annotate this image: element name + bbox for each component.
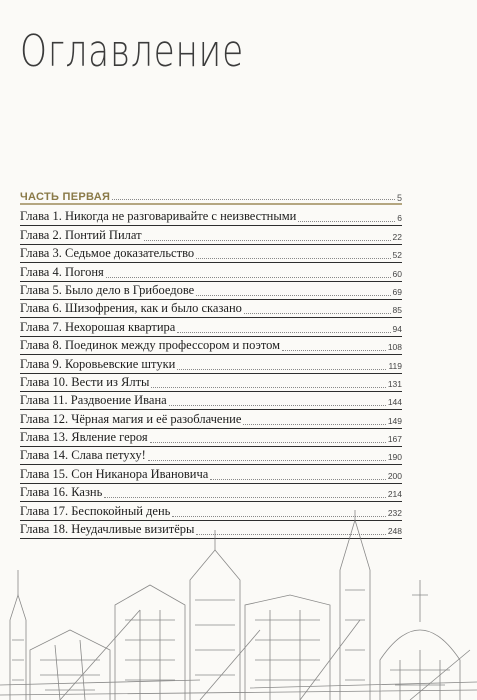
leader-dots bbox=[104, 497, 386, 498]
toc-row[interactable] bbox=[20, 318, 402, 336]
toc-row[interactable] bbox=[20, 282, 402, 300]
toc-chapter-page: 190 bbox=[387, 452, 402, 463]
toc-chapter-label: Глава 8. Поединок между профессором и поэтом bbox=[20, 338, 281, 353]
toc-section-label: ЧАСТЬ ПЕРВАЯ bbox=[20, 191, 111, 203]
toc-row[interactable] bbox=[20, 208, 402, 226]
toc-chapter-page: 200 bbox=[387, 470, 402, 481]
city-sketch-illustration bbox=[0, 507, 477, 700]
toc-row[interactable] bbox=[20, 392, 402, 410]
leader-dots bbox=[282, 350, 386, 351]
toc-row[interactable] bbox=[20, 429, 402, 447]
toc-chapter-page: 144 bbox=[387, 397, 402, 408]
leader-dots bbox=[106, 277, 391, 278]
leader-dots bbox=[298, 221, 395, 222]
toc-chapter-label: Глава 2. Понтий Пилат bbox=[20, 227, 142, 242]
toc-chapter-page: 214 bbox=[387, 489, 402, 500]
toc-chapter-label: Глава 3. Седьмое доказательство bbox=[20, 246, 195, 261]
toc-chapter-label: Глава 10. Вести из Ялты bbox=[20, 374, 150, 389]
toc-row[interactable] bbox=[20, 374, 402, 392]
leader-dots bbox=[177, 369, 386, 370]
toc-chapter-page: 248 bbox=[387, 526, 402, 537]
leader-dots bbox=[169, 405, 386, 406]
toc-row[interactable] bbox=[20, 226, 402, 244]
leader-dots bbox=[243, 424, 385, 425]
toc-chapter-label: Глава 16. Казнь bbox=[20, 485, 103, 500]
toc-chapter-label: Глава 4. Погоня bbox=[20, 264, 104, 279]
toc-chapter-label: Глава 11. Раздвоение Ивана bbox=[20, 393, 167, 408]
toc-chapter-page: 131 bbox=[387, 378, 402, 389]
toc-chapter-label: Глава 1. Никогда не разговаривайте с неизвестными bbox=[20, 209, 297, 224]
toc-chapter-page: 6 bbox=[397, 213, 402, 224]
toc-chapter-label: Глава 6. Шизофрения, как и было сказано bbox=[20, 301, 242, 316]
toc-chapter-label: Глава 7. Нехорошая квартира bbox=[20, 319, 176, 334]
toc-chapter-label: Глава 5. Было дело в Грибоедове bbox=[20, 282, 195, 297]
toc-chapter-page: 22 bbox=[392, 231, 402, 242]
toc-row[interactable] bbox=[20, 355, 402, 373]
leader-dots bbox=[177, 332, 390, 333]
toc-chapter-label: Глава 12. Чёрная магия и её разоблачение bbox=[20, 411, 242, 426]
toc-row[interactable] bbox=[20, 245, 402, 263]
toc-chapter-label: Глава 17. Беспокойный день bbox=[20, 503, 171, 518]
toc-row[interactable] bbox=[20, 300, 402, 318]
leader-dots bbox=[150, 442, 386, 443]
toc-chapter-page: 85 bbox=[392, 305, 402, 316]
toc-chapter-label: Глава 15. Сон Никанора Ивановича bbox=[20, 466, 209, 481]
toc-chapter-label: Глава 9. Коровьевские штуки bbox=[20, 356, 176, 371]
leader-dots bbox=[148, 460, 386, 461]
table-of-contents bbox=[20, 187, 402, 539]
toc-chapter-page: 52 bbox=[392, 250, 402, 261]
chapter-list bbox=[20, 208, 402, 539]
toc-row[interactable] bbox=[20, 263, 402, 281]
toc-chapter-page: 108 bbox=[387, 342, 402, 353]
toc-row[interactable] bbox=[20, 465, 402, 483]
toc-row[interactable] bbox=[20, 447, 402, 465]
toc-row[interactable] bbox=[20, 484, 402, 502]
leader-dots bbox=[244, 313, 391, 314]
toc-chapter-page: 69 bbox=[392, 286, 402, 297]
toc-chapter-page: 94 bbox=[392, 323, 402, 334]
toc-chapter-page: 119 bbox=[388, 360, 402, 371]
leader-dots bbox=[144, 240, 391, 241]
toc-chapter-page: 60 bbox=[392, 268, 402, 279]
toc-chapter-label: Глава 18. Неудачливые визитёры bbox=[20, 522, 195, 537]
toc-row[interactable] bbox=[20, 410, 402, 428]
toc-chapter-label: Глава 13. Явление героя bbox=[20, 430, 148, 445]
leader-dots bbox=[196, 258, 390, 259]
leader-dots bbox=[210, 479, 385, 480]
toc-chapter-page: 149 bbox=[387, 415, 402, 426]
toc-chapter-page: 167 bbox=[387, 434, 402, 445]
toc-chapter-label: Глава 14. Слава петуху! bbox=[20, 448, 146, 463]
page-title: Оглавление bbox=[20, 26, 244, 77]
leader-dots bbox=[112, 199, 395, 200]
toc-chapter-page: 232 bbox=[387, 507, 402, 518]
toc-section-page: 5 bbox=[396, 193, 402, 203]
leader-dots bbox=[196, 295, 390, 296]
toc-section-row[interactable] bbox=[20, 187, 402, 205]
toc-row[interactable] bbox=[20, 337, 402, 355]
leader-dots bbox=[151, 387, 385, 388]
